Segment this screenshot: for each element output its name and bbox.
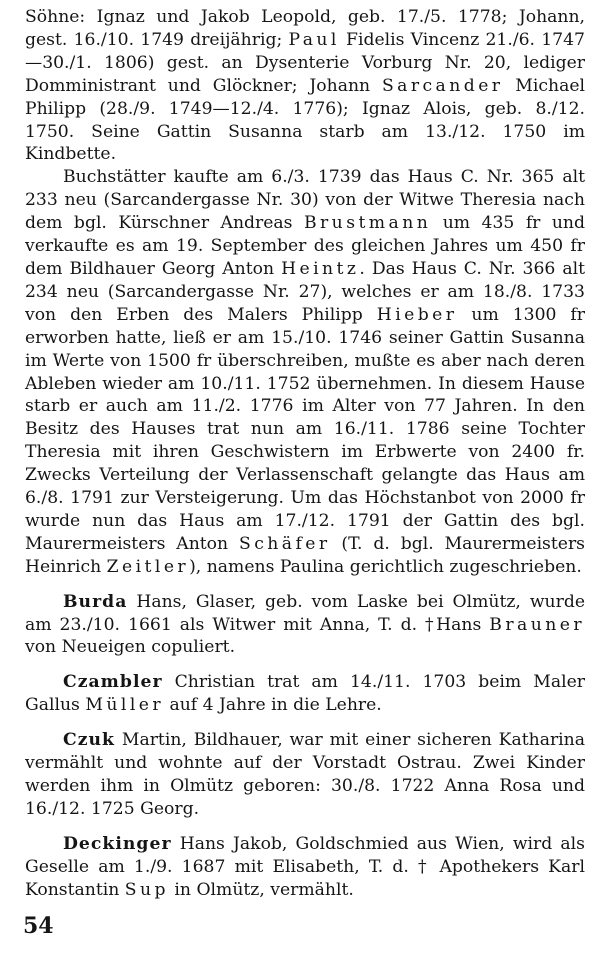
text-segment: Hans, Glaser, geb. vom Laske bei Olmütz, wurde am 23./10. 1661 als Witwer mit Anna, T. d. †Hans	[25, 591, 585, 635]
spaced-name: Schäfer	[238, 533, 331, 554]
spaced-name: Paul	[288, 29, 340, 50]
text-segment: (T. d. bgl. Maurermeisters Heinrich	[25, 533, 585, 577]
text-segment: Hans Jakob, Goldschmied aus Wien, wird als Geselle am 1./9. 1687 mit Elisabeth, T. d. † Apothekers Karl Konstantin	[25, 833, 585, 900]
spaced-name: Sup	[124, 879, 169, 900]
text-segment: Christian trat am 14./11. 1703 beim Maler Gallus	[25, 672, 585, 716]
spaced-name: Sarcander	[381, 75, 504, 96]
text-segment: . Das Haus C. Nr. 366 alt 234 neu (Sarcandergasse Nr. 27), welches er am 18./8. 1733 von den Erben des Malers Philipp	[25, 258, 585, 325]
text-segment: auf 4 Jahre in die Lehre.	[164, 695, 382, 716]
spaced-name: Brauner	[489, 614, 585, 635]
paragraph-continuation	[25, 6, 585, 166]
entry-headword: Deckinger	[63, 833, 172, 854]
text-segment: um 435 fr und verkaufte es am 19. September des gleichen Jahres um 450 fr dem Bildhauer Georg Anton	[25, 213, 585, 279]
text-segment: Michael Philipp (28./9. 1749—12./4. 1776); Ignaz Alois, geb. 8./12. 1750. Seine Gattin Susanna starb am 13./12. 1750 im Kindbette.	[25, 75, 585, 165]
text-segment: um 1300 fr erworben hatte, ließ er am 15./10. 1746 seiner Gattin Susanna im Werte von 1500 fr überschreiben, mußte es aber nach deren Ableben wieder am 10./11. 1752 übernehmen. In diesem Hause starb er auch am 11./2. 1776 im Alter von 77 Jahren. In den Besitz des Hauses trat nun am 16./11. 1786 seine Tochter Theresia mit ihren Geschwistern im Erbwerte von 2400 fr. Zwecks Verteilung der Verlassenschaft gelangte das Haus am 6./8. 1791 zur Versteigerung. Um das Höchstanbot von 2000 fr wurde nun das Haus am 17./12. 1791 der Gattin des bgl. Maurermeisters Anton	[25, 304, 585, 554]
text-segment: Buchstätter kaufte am 6./3. 1739 das Haus C. Nr. 365 alt 233 neu (Sarcandergasse Nr. 30) von der Witwe Theresia nach dem bgl. Kürschner Andreas	[25, 167, 585, 234]
spaced-name: Heintz	[281, 258, 360, 279]
page-number: 54	[23, 913, 54, 939]
text-segment: Martin, Bildhauer, war mit einer sicheren Katharina vermählt und wohnte auf der Vorstadt Ostrau. Zwei Kinder werden ihm in Olmütz geboren: 30./8. 1722 Anna Rosa und 16./12. 1725 Georg.	[25, 730, 585, 819]
entry-czambler	[25, 671, 585, 717]
spaced-name: Müller	[85, 695, 165, 716]
entry-burda	[25, 591, 585, 660]
text-segment: von Neueigen copuliert.	[25, 637, 236, 658]
entry-deckinger	[25, 833, 585, 902]
entry-headword: Czuk	[63, 730, 115, 751]
entry-czuk	[25, 729, 585, 821]
paragraph-buchstaetter	[25, 166, 585, 578]
text-segment: ), namens Paulina gerichtlich zugeschrieben.	[189, 556, 582, 577]
spaced-name: Zeitler	[106, 556, 190, 577]
entry-headword: Czambler	[63, 672, 163, 693]
spaced-name: Brustmann	[303, 213, 432, 234]
spaced-name: Hieber	[376, 304, 458, 325]
text-segment: Fidelis Vincenz 21./6. 1747 —30./1. 1806) gest. an Dysenterie Vorburg Nr. 20, lediger Domministrant und Glöckner; Johann	[25, 29, 585, 96]
entry-headword: Burda	[63, 591, 128, 612]
text-segment: Söhne: Ignaz und Jakob Leopold, geb. 17./5. 1778; Johann, gest. 16./10. 1749 dreijährig;	[25, 7, 585, 50]
text-segment: in Olmütz, vermählt.	[168, 879, 354, 900]
body-text	[25, 6, 585, 902]
